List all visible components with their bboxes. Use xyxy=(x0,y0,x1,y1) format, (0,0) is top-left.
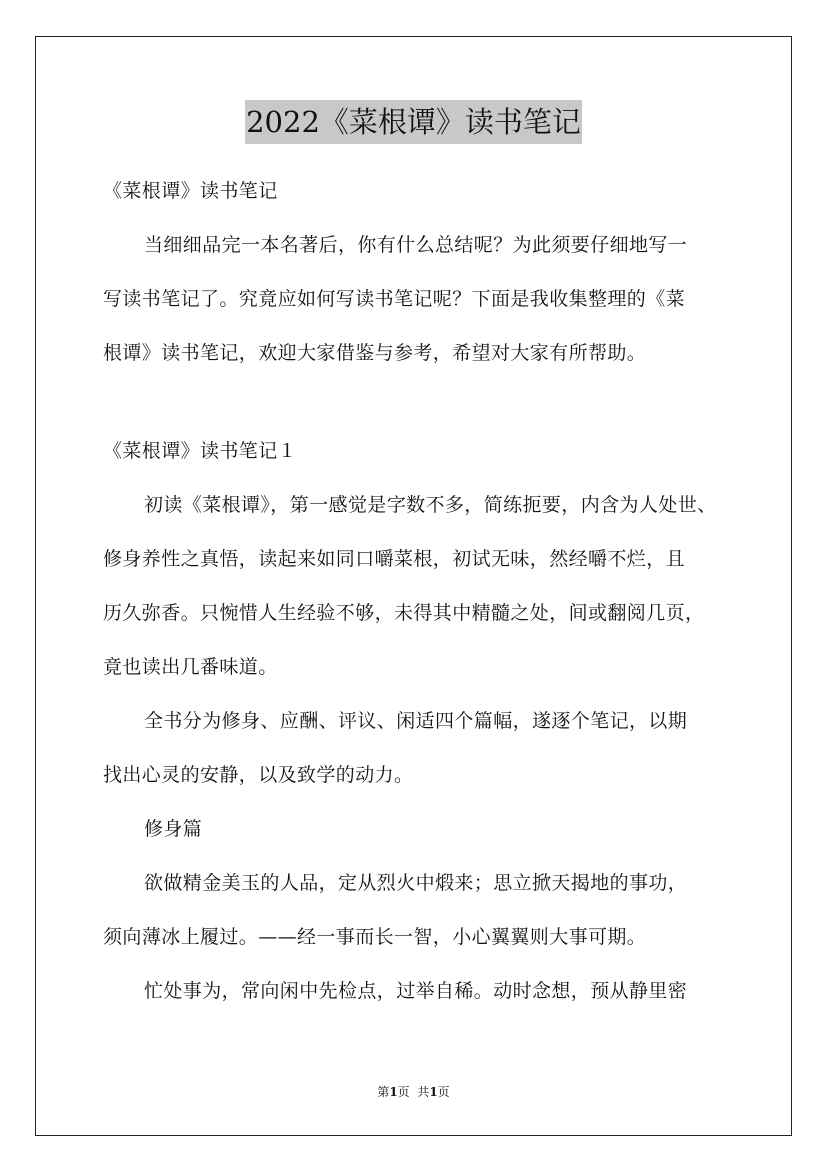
document-body xyxy=(103,164,733,1018)
section-heading: 《菜根谭》读书笔记１ xyxy=(103,440,298,462)
subsection-heading: 修身篇 xyxy=(144,818,203,840)
paragraph-line: 须向薄冰上履过。——经一事而长一智，小心翼翼则大事可期。 xyxy=(103,926,647,948)
paragraph-line: 历久弥香。只惋惜人生经验不够，未得其中精髓之处，间或翻阅几页， xyxy=(103,602,705,624)
paragraph-gap xyxy=(103,380,733,424)
footer-prefix: 第 xyxy=(377,1085,390,1099)
footer-suffix: 页 xyxy=(437,1085,450,1099)
document-title: 2022《菜根谭》读书笔记 xyxy=(245,100,582,144)
footer-page-total: 1 xyxy=(429,1085,438,1099)
paragraph-line: 竟也读出几番味道。 xyxy=(103,656,278,678)
intro-line: 根谭》读书笔记，欢迎大家借鉴与参考，希望对大家有所帮助。 xyxy=(103,342,647,364)
paragraph-line: 初读《菜根谭》，第一感觉是字数不多，简练扼要，内含为人处世、 xyxy=(144,494,717,516)
subtitle: 《菜根谭》读书笔记 xyxy=(103,180,278,202)
paragraph-line: 全书分为修身、应酬、评议、闲适四个篇幅，遂逐个笔记，以期 xyxy=(144,710,688,732)
intro-line: 写读书笔记了。究竟应如何写读书笔记呢？下面是我收集整理的《菜 xyxy=(103,288,686,310)
intro-line: 当细细品完一本名著后，你有什么总结呢？为此须要仔细地写一 xyxy=(144,234,688,256)
page-footer xyxy=(0,1083,827,1100)
paragraph-line: 忙处事为，常向闲中先检点，过举自稀。动时念想，预从静里密 xyxy=(144,980,688,1002)
paragraph-line: 欲做精金美玉的人品，定从烈火中煅来；思立掀天揭地的事功， xyxy=(144,872,688,894)
paragraph-line: 修身养性之真悟，读起来如同口嚼菜根，初试无味，然经嚼不烂，且 xyxy=(103,548,686,570)
footer-mid: 页 共 xyxy=(397,1085,430,1099)
paragraph-line: 找出心灵的安静，以及致学的动力。 xyxy=(103,764,414,786)
title-container xyxy=(0,100,827,144)
footer-page-current: 1 xyxy=(389,1085,398,1099)
